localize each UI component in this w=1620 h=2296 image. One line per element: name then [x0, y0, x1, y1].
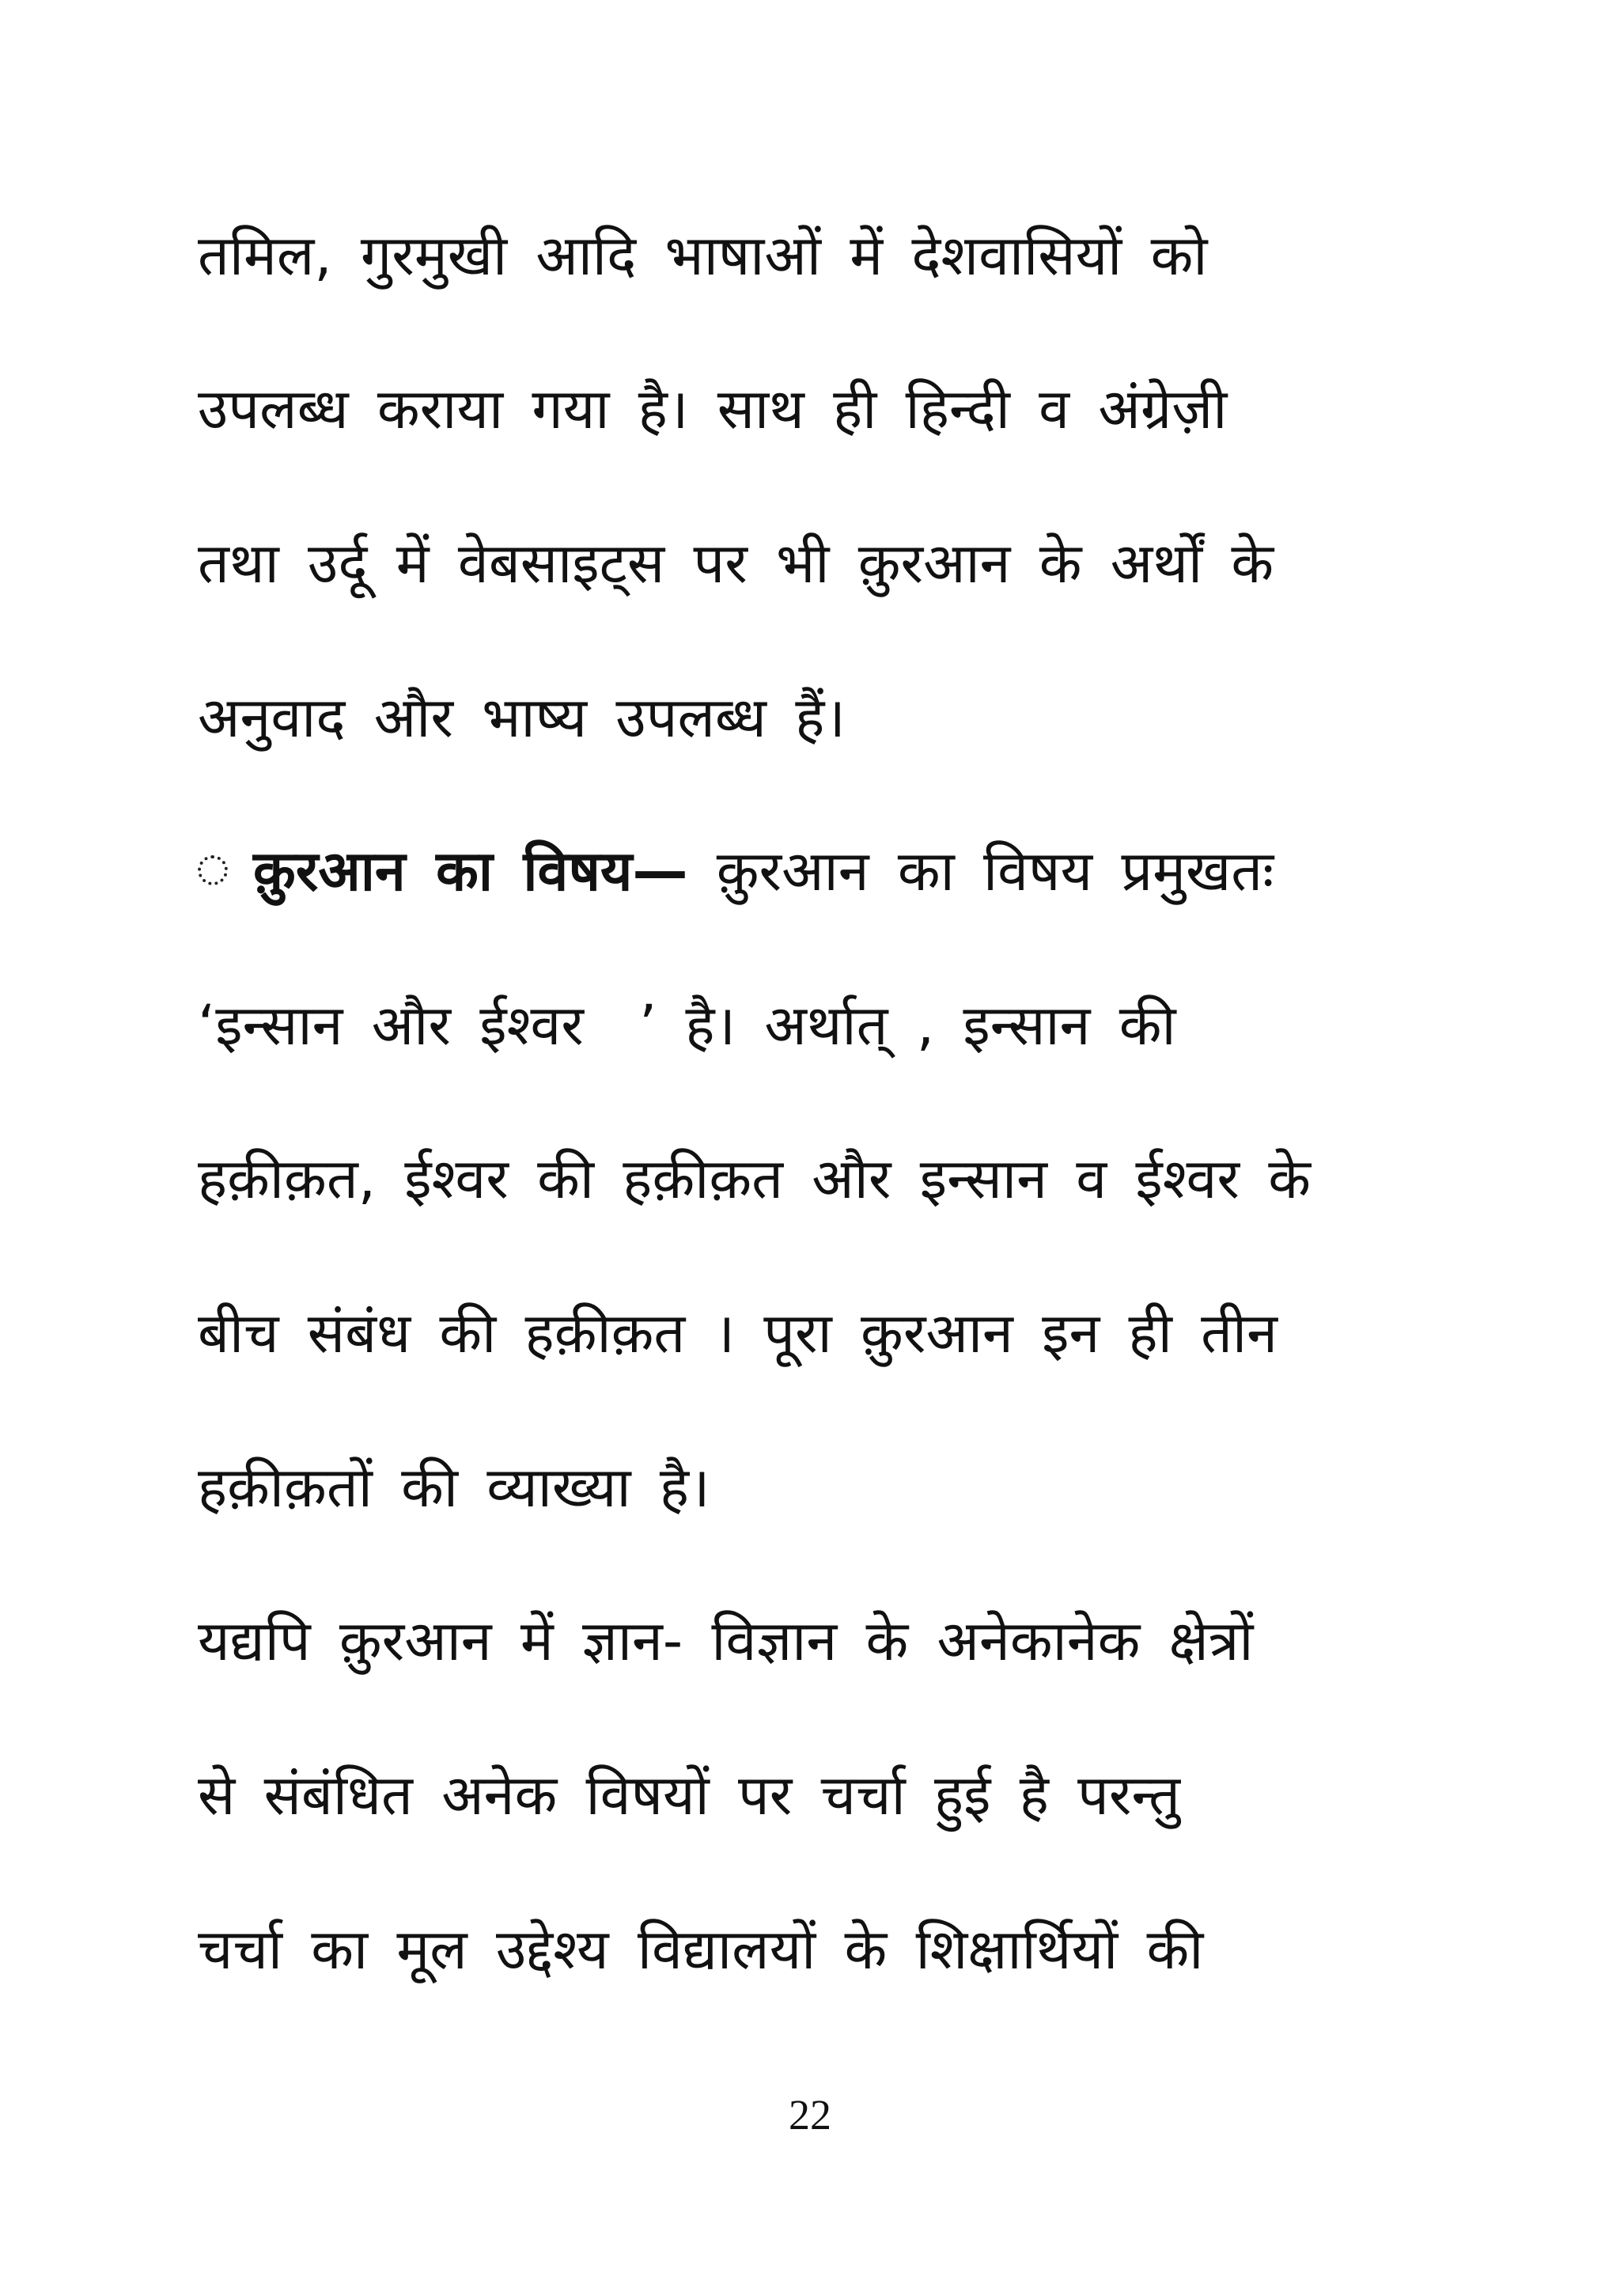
text-line-4: अनुवाद और भाष्य उपलब्ध हैं।	[198, 685, 846, 750]
text-line-2: उपलब्ध कराया गया है। साथ ही हिन्दी व अंग्रेज़ी	[198, 377, 1228, 441]
dotted-circle-bullet-icon	[198, 855, 228, 885]
section-line	[198, 828, 1479, 915]
text-line-11: से संबंधित अनेक विषयों पर चर्चा हुई है परन्तु	[198, 1763, 1181, 1828]
page-number: 22	[789, 2091, 831, 2139]
text-line-6	[198, 982, 1479, 1069]
text-line-7: हक़ीक़त, ईश्वर की हक़ीक़त और इन्सान व ईश्वर के	[198, 1146, 1312, 1211]
text-line-1: तमिल, गुरमुखी आदि भाषाओं में देशवासियों को	[198, 223, 1208, 288]
quote-text-part1: ‘इन्सान और ईश्वर	[198, 993, 584, 1058]
section-heading: क़ुरआन का विषय—	[253, 839, 688, 904]
text-line-9: हक़ीक़तों की व्याख्या है।	[198, 1455, 710, 1520]
text-line-3: तथा उर्दू में वेबसाइट्स पर भी क़ुरआन के अर्थों के	[198, 531, 1274, 596]
text-line-10: यद्यपि क़ुरआन में ज्ञान- विज्ञान के अनेकानेक क्षेत्रों	[198, 1608, 1254, 1673]
text-line-12: चर्चा का मूल उद्देश्य विद्यालयों के शिक्षार्थियों की	[198, 1917, 1204, 1982]
text-line-8: बीच संबंध की हक़ीक़त । पूरा क़ुरआन इन ही तीन	[198, 1301, 1277, 1366]
section-intro-text: क़ुरआन का विषय प्रमुखतः	[687, 839, 1274, 904]
quote-text-part2: ’ है। अर्थात् , इन्सान की	[638, 993, 1176, 1058]
